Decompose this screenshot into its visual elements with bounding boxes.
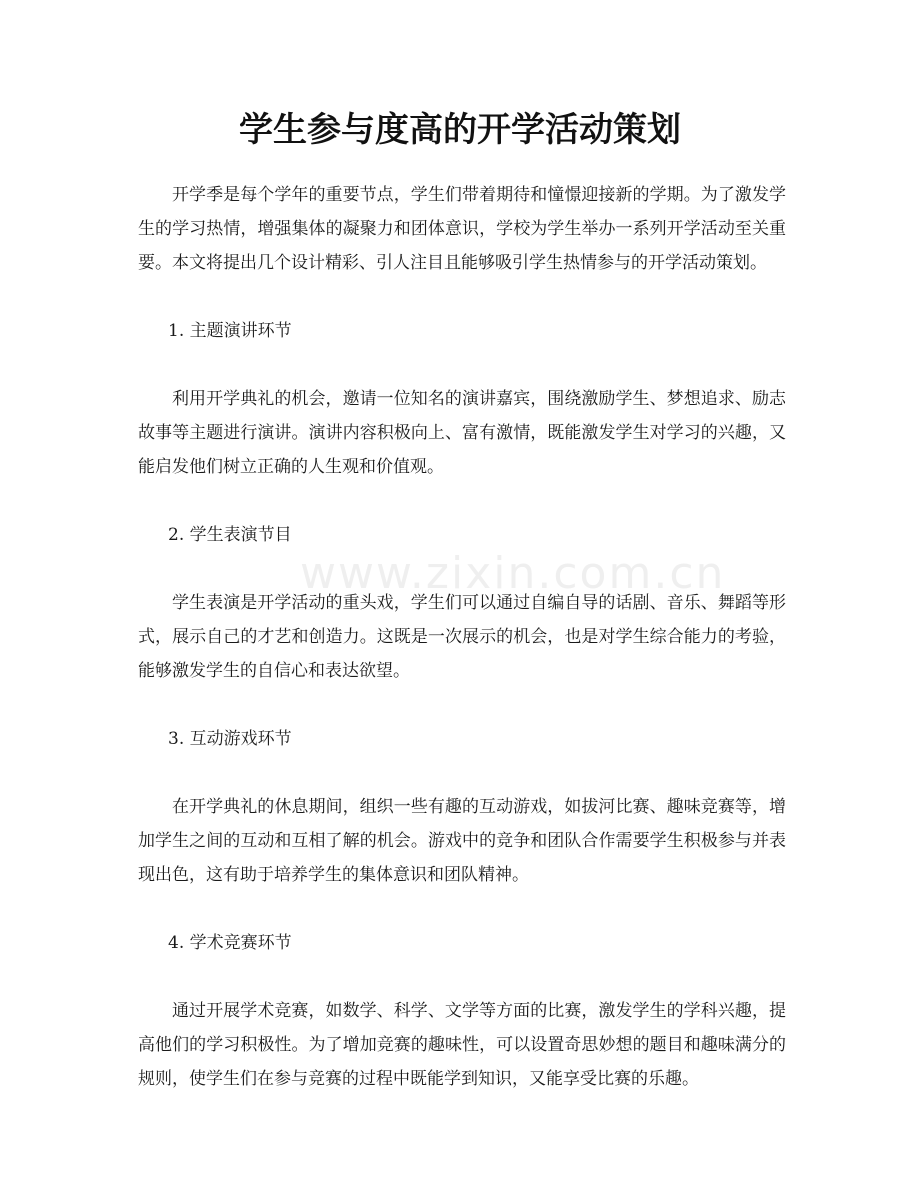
section-heading-2: 2. 学生表演节目 (168, 525, 292, 545)
intro-paragraph: 开学季是每个学年的重要节点，学生们带着期待和憧憬迎接新的学期。为了激发学生的学习热情，增强集体的凝聚力和团体意识，学校为学生举办一系列开学活动至关重要。本文将提出几个设计精彩、引人注目且能够吸引学生热情参与的开学活动策划。 (138, 185, 786, 273)
section-body-3: 在开学典礼的休息期间，组织一些有趣的互动游戏，如拔河比赛、趣味竞赛等，增加学生之间的互动和互相了解的机会。游戏中的竞争和团队合作需要学生积极参与并表现出色，这有助于培养学生的集体意识和团队精神。 (138, 797, 786, 885)
document-body (138, 178, 786, 1130)
watermark: www.zixin.com.cn (300, 548, 726, 599)
section-heading-3: 3. 互动游戏环节 (168, 729, 292, 749)
section-heading-1: 1. 主题演讲环节 (168, 321, 292, 341)
section-body-2: 学生表演是开学活动的重头戏，学生们可以通过自编自导的话剧、音乐、舞蹈等形式，展示自己的才艺和创造力。这既是一次展示的机会，也是对学生综合能力的考验，能够激发学生的自信心和表达欲望。 (138, 593, 786, 681)
document-title: 学生参与度高的开学活动策划 (239, 110, 681, 150)
section-body-1: 利用开学典礼的机会，邀请一位知名的演讲嘉宾，围绕激励学生、梦想追求、励志故事等主题进行演讲。演讲内容积极向上、富有激情，既能激发学生对学习的兴趣，又能启发他们树立正确的人生观和价值观。 (138, 389, 786, 477)
section-heading-4: 4. 学术竞赛环节 (168, 933, 292, 953)
section-body-4: 通过开展学术竞赛，如数学、科学、文学等方面的比赛，激发学生的学科兴趣，提高他们的学习积极性。为了增加竞赛的趣味性，可以设置奇思妙想的题目和趣味满分的规则，使学生们在参与竞赛的过程中既能学到知识，又能享受比赛的乐趣。 (138, 1001, 786, 1089)
